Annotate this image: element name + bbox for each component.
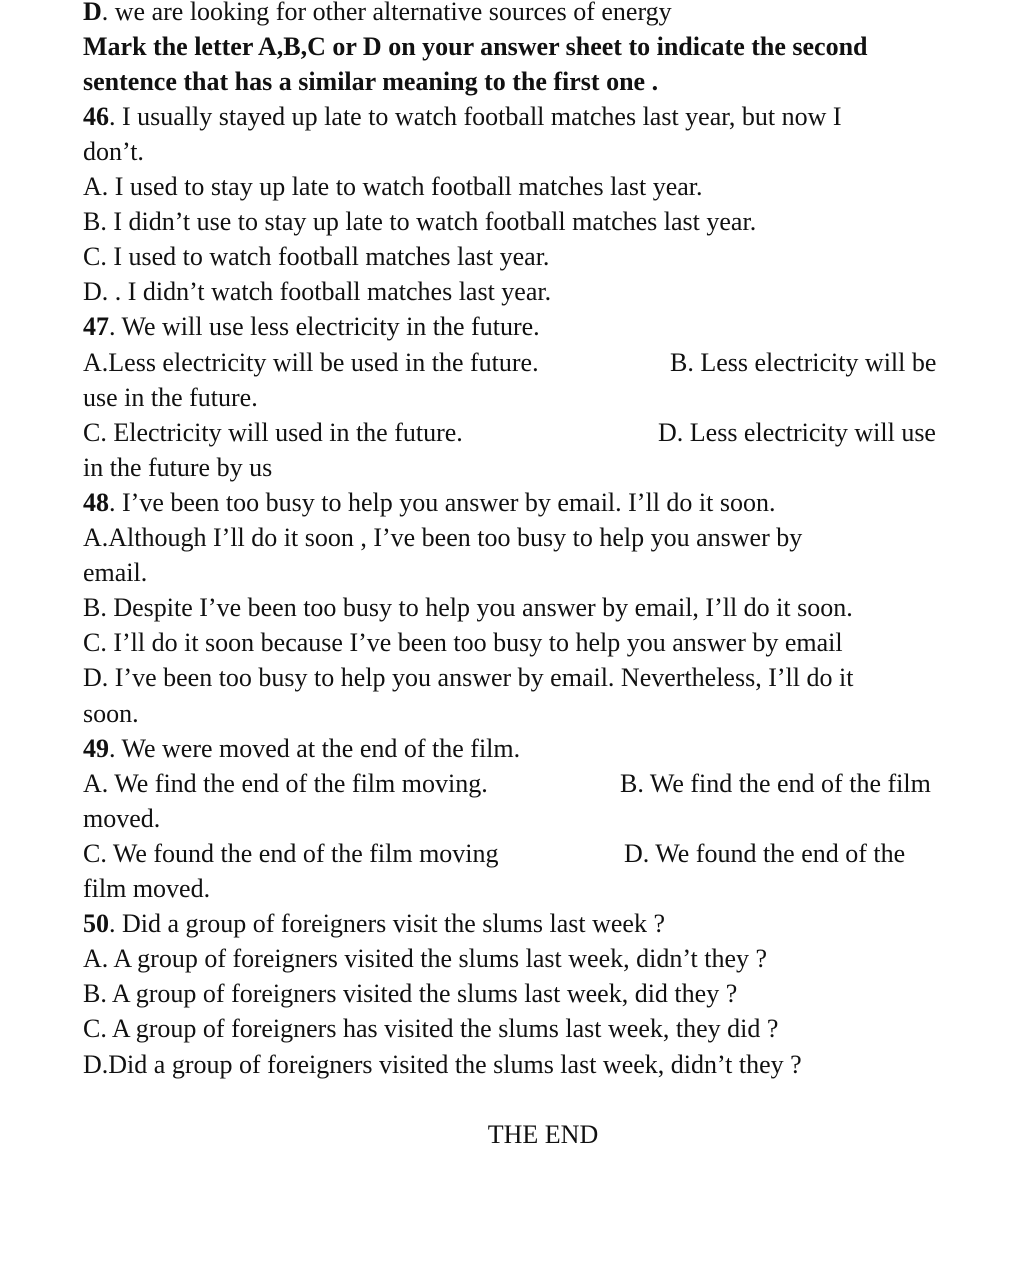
- question-49-option-d-cont: film moved.: [83, 874, 211, 903]
- question-49-stem: [83, 731, 520, 766]
- question-47-option-d-cont: in the future by us: [83, 453, 273, 482]
- question-48-option-a-cont: email.: [83, 558, 148, 587]
- question-49-option-b: B. We find the end of the film: [620, 769, 931, 798]
- question-47-option-d: D. Less electricity will use: [658, 418, 936, 447]
- question-50-option-d: D.Did a group of foreigners visited the slums last week, didn’t they ?: [83, 1050, 802, 1079]
- instruction-line-2: sentence that has a similar meaning to the first one .: [83, 67, 659, 96]
- question-49-row-ab: [83, 766, 1003, 801]
- question-text: . We were moved at the end of the film.: [109, 734, 521, 763]
- question-48-option-a: A.Although I’ll do it soon , I’ve been too busy to help you answer by: [83, 523, 803, 552]
- question-46-option-a: A. I used to stay up late to watch football matches last year.: [83, 172, 703, 201]
- option-text: . we are looking for other alternative sources of energy: [101, 0, 672, 26]
- question-49-option-d: D. We found the end of the: [624, 839, 906, 868]
- question-number: 49: [83, 734, 109, 763]
- question-47-row-ab: [83, 345, 1003, 380]
- option-letter: D: [83, 0, 102, 26]
- question-47-option-c: C. Electricity will used in the future.: [83, 418, 463, 447]
- question-48-option-d: D. I’ve been too busy to help you answer by email. Nevertheless, I’ll do it: [83, 663, 854, 692]
- question-49-option-a: A. We find the end of the film moving.: [83, 769, 488, 798]
- question-text: . Did a group of foreigners visit the slums last week ?: [109, 909, 665, 938]
- question-48-option-c: C. I’ll do it soon because I’ve been too busy to help you answer by email: [83, 628, 843, 657]
- question-49-option-b-cont: moved.: [83, 804, 161, 833]
- question-46-option-b: B. I didn’t use to stay up late to watch football matches last year.: [83, 207, 757, 236]
- question-50-option-b: B. A group of foreigners visited the slums last week, did they ?: [83, 979, 738, 1008]
- question-46-option-c: C. I used to watch football matches last year.: [83, 242, 550, 271]
- previous-option-d: [83, 0, 672, 29]
- question-text: . We will use less electricity in the future.: [109, 312, 540, 341]
- instruction-line-1: Mark the letter A,B,C or D on your answer sheet to indicate the second: [83, 32, 868, 61]
- question-49-option-c: C. We found the end of the film moving: [83, 839, 499, 868]
- question-49-row-cd: [83, 836, 1003, 871]
- question-47-option-a: A.Less electricity will be used in the future.: [83, 348, 539, 377]
- question-50-stem: [83, 906, 665, 941]
- question-48-option-b: B. Despite I’ve been too busy to help you answer by email, I’ll do it soon.: [83, 593, 853, 622]
- question-46-stem: [83, 99, 842, 134]
- question-text: . I’ve been too busy to help you answer by email. I’ll do it soon.: [109, 488, 776, 517]
- end-marker: THE END: [487, 1120, 599, 1149]
- question-number: 46: [83, 102, 109, 131]
- question-47-row-cd: [83, 415, 1003, 450]
- question-46-stem-cont: don’t.: [83, 137, 144, 166]
- question-47-stem: [83, 309, 540, 344]
- question-46-option-d: D. . I didn’t watch football matches last year.: [83, 277, 552, 306]
- question-number: 47: [83, 312, 109, 341]
- question-48-option-d-cont: soon.: [83, 699, 139, 728]
- question-number: 48: [83, 488, 109, 517]
- question-47-option-b: B. Less electricity will be: [670, 348, 937, 377]
- question-50-option-c: C. A group of foreigners has visited the slums last week, they did ?: [83, 1014, 779, 1043]
- question-50-option-a: A. A group of foreigners visited the slums last week, didn’t they ?: [83, 944, 768, 973]
- question-48-stem: [83, 485, 775, 520]
- question-number: 50: [83, 909, 109, 938]
- question-47-option-b-cont: use in the future.: [83, 383, 258, 412]
- question-text: . I usually stayed up late to watch football matches last year, but now I: [109, 102, 842, 131]
